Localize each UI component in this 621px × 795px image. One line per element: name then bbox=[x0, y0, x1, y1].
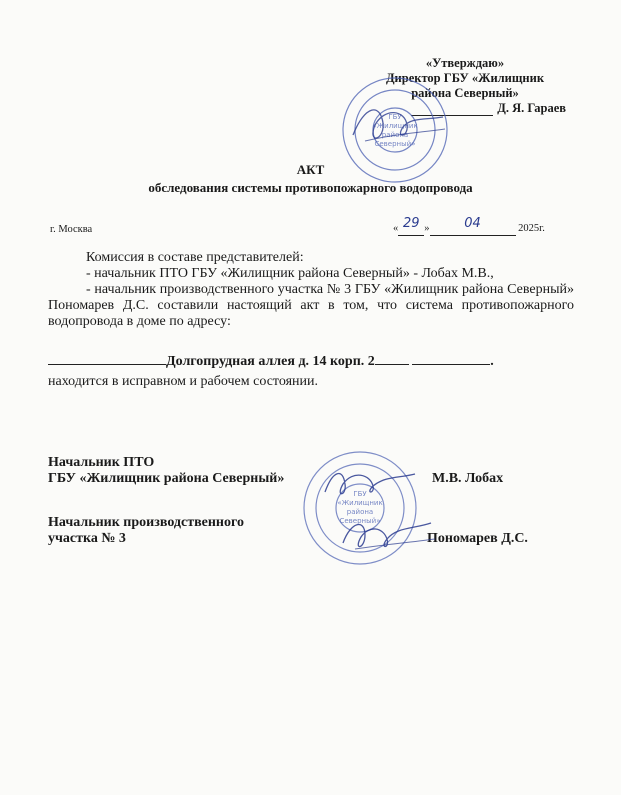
address-suffix-underline-1 bbox=[375, 353, 409, 365]
document-city: г. Москва bbox=[50, 224, 93, 235]
date-year: 2025г. bbox=[518, 223, 545, 234]
address-end: . bbox=[490, 354, 494, 369]
signer-1-handwritten-signature bbox=[315, 462, 425, 507]
signer-1-name: М.В. Лобах bbox=[432, 471, 504, 486]
stamp-text-3: района bbox=[381, 131, 409, 139]
address-suffix-underline-2 bbox=[412, 353, 490, 365]
system-state: находится в исправном и рабочем состоянии. bbox=[48, 374, 318, 389]
document-date bbox=[393, 216, 545, 236]
signer-2-position-line-1: Начальник производственного bbox=[48, 515, 244, 530]
date-day-field bbox=[398, 216, 424, 236]
stamp-bottom-text-4: Северный» bbox=[339, 517, 381, 525]
stamp-text-2: «Жилищник bbox=[372, 122, 418, 130]
signer-1-position-line-1: Начальник ПТО bbox=[48, 455, 155, 470]
approval-position-2: района Северный» bbox=[411, 86, 519, 100]
stamp-bottom-text-1: ГБУ bbox=[353, 490, 367, 498]
signer-2-position-line-2: участка № 3 bbox=[48, 531, 126, 546]
approval-heading: «Утверждаю» bbox=[425, 56, 505, 70]
commission-member-2: - начальник производственного участка № 3 ГБУ «Жилищник района Северный» Пономарев Д.С. составили настоящий акт в том, что система противопожарного водопровода в доме по адресу: bbox=[48, 282, 574, 329]
stamp-text-1: ГБУ bbox=[388, 113, 402, 121]
director-signature bbox=[345, 95, 455, 155]
approval-position-1: Директор ГБУ «Жилищник bbox=[385, 71, 545, 85]
stamp-text-4: Северный» bbox=[374, 140, 416, 148]
commission-member-1: - начальник ПТО ГБУ «Жилищник района Северный» - Лобах М.В., bbox=[86, 266, 494, 281]
inspection-address-line bbox=[48, 353, 574, 370]
stamp-bottom-text-2: «Жилищник bbox=[337, 499, 383, 507]
date-month-field bbox=[430, 216, 516, 236]
inspection-address: Долгопрудная аллея д. 14 корп. 2 bbox=[166, 354, 375, 369]
act-body bbox=[48, 250, 574, 330]
date-close-quote: » bbox=[424, 223, 430, 234]
document-subtitle: обследования системы противопожарного водопровода bbox=[148, 180, 473, 195]
signer-2-handwritten-signature bbox=[335, 515, 445, 560]
signer-1-position-line-2: ГБУ «Жилищник района Северный» bbox=[48, 471, 285, 486]
signer-2-name: Пономарев Д.С. bbox=[427, 531, 528, 546]
approval-signatory: Д. Я. Гараев bbox=[497, 101, 566, 115]
date-day: 29 bbox=[402, 216, 420, 231]
stamp-bottom-text-3: района bbox=[346, 508, 374, 516]
date-open-quote: « bbox=[393, 223, 399, 234]
date-month: 04 bbox=[464, 216, 481, 231]
document-title: АКТ bbox=[296, 162, 325, 177]
commission-intro: Комиссия в составе представителей: bbox=[86, 250, 304, 265]
address-prefix-underline bbox=[48, 353, 166, 365]
